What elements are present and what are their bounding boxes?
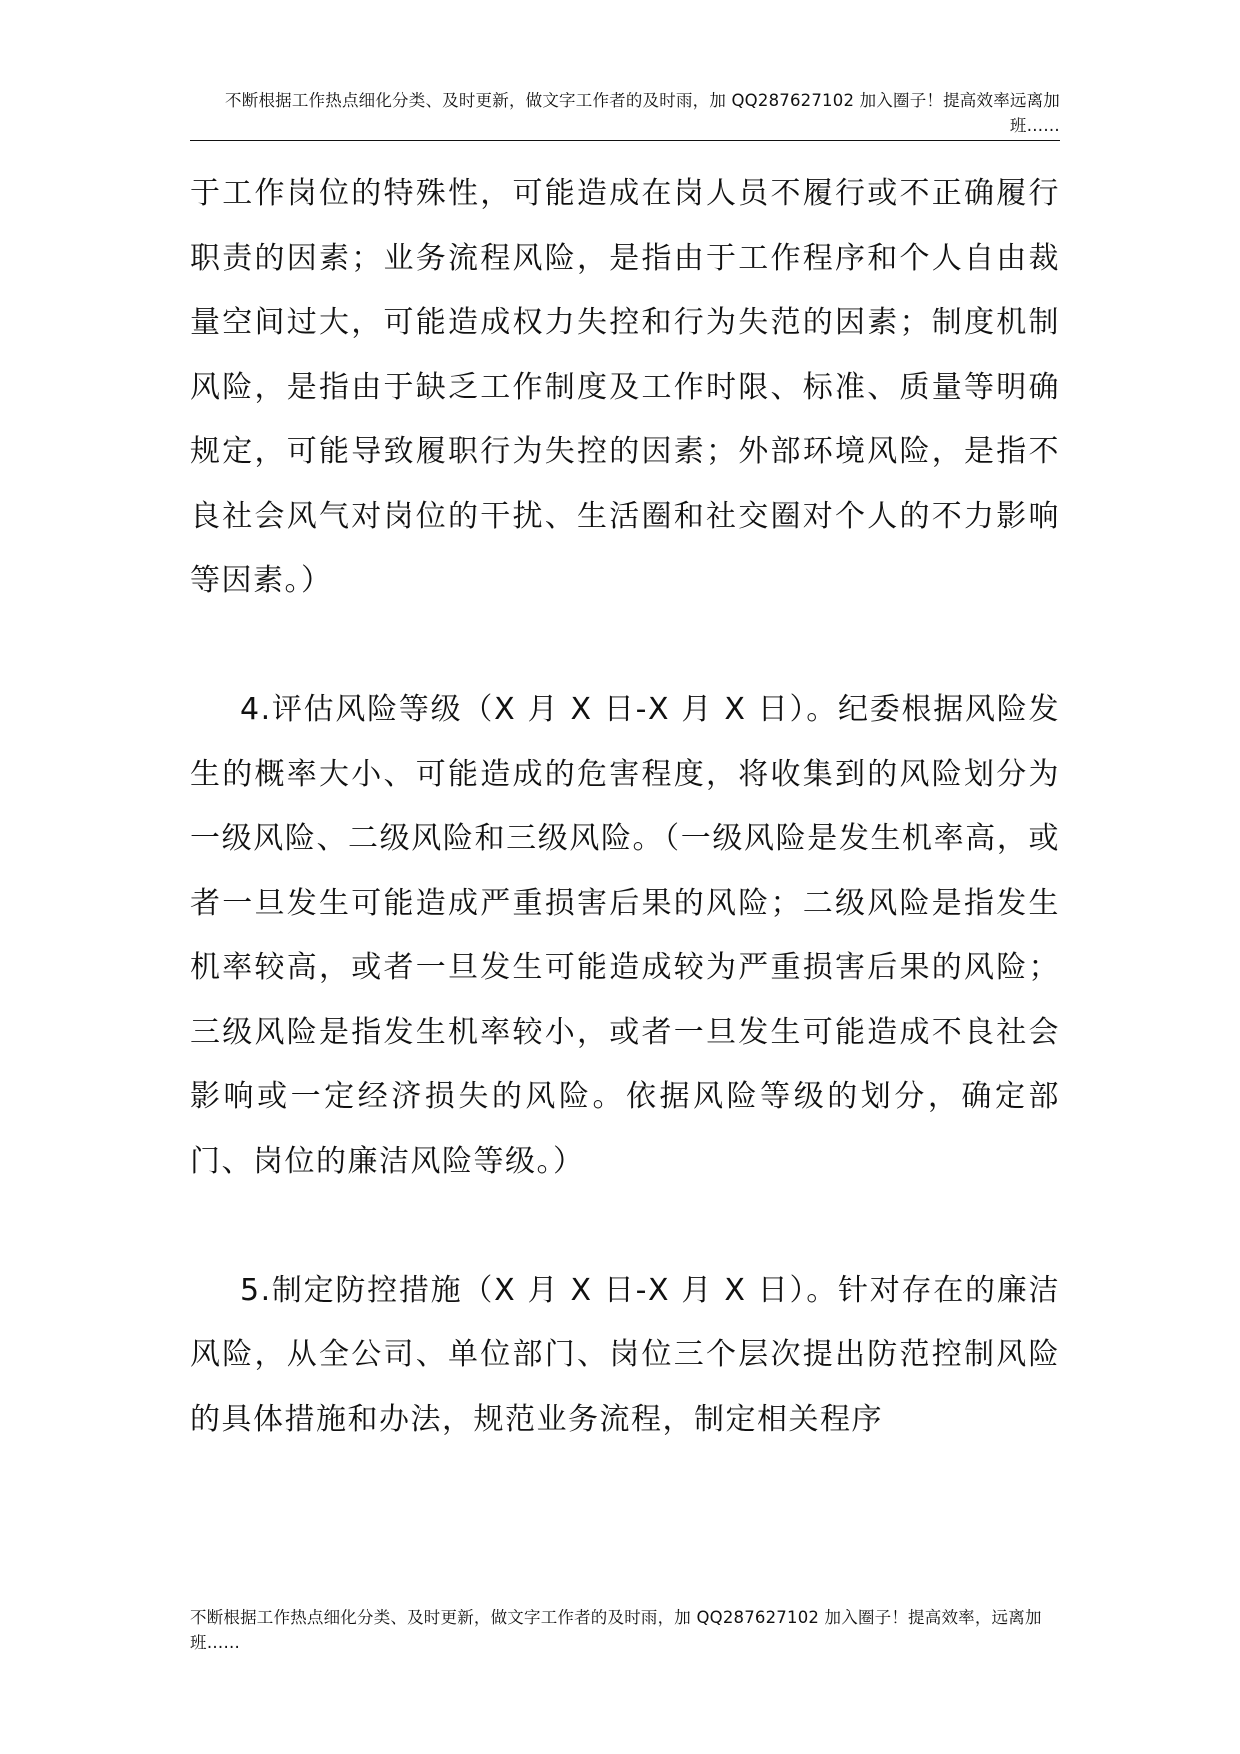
paragraph-prevention-measures: 5.制定防控措施（X 月 X 日-X 月 X 日）。针对存在的廉洁风险，从全公司、单位部门、岗位三个层次提出防范控制风险的具体措施和办法，规范业务流程，制定相关程序 xyxy=(190,1272,1060,1437)
paragraph-risk-assessment: 4.评估风险等级（X 月 X 日-X 月 X 日）。纪委根据风险发生的概率大小、可能造成的危害程度，将收集到的风险划分为一级风险、二级风险和三级风险。（一级风险是发生机率高，或者一旦发生可能造成严重损害后果的风险；二级风险是指发生机率较高，或者一旦发生可能造成较为严重损害后果的风险；三级风险是指发生机率较小，或者一旦发生可能造成不良社会影响或一定经济损失的风险。依据风险等级的划分，确定部门、岗位的廉洁风险等级。） xyxy=(190,692,1060,1179)
header-divider xyxy=(190,140,1060,141)
page-header: 不断根据工作热点细化分类、及时更新，做文字工作者的及时雨，加 QQ287627102 加入圈子！提高效率远离加班…… xyxy=(225,91,1060,135)
document-body xyxy=(190,162,1060,1452)
paragraph-risk-categories: 于工作岗位的特殊性，可能造成在岗人员不履行或不正确履行职责的因素；业务流程风险，是指由于工作程序和个人自由裁量空间过大，可能造成权力失控和行为失范的因素；制度机制风险，是指由于缺乏工作制度及工作时限、标准、质量等明确规定，可能导致履职行为失控的因素；外部环境风险，是指不良社会风气对岗位的干扰、生活圈和社交圈对个人的不力影响等因素。） xyxy=(190,176,1060,598)
page-footer: 不断根据工作热点细化分类、及时更新，做文字工作者的及时雨，加 QQ287627102 加入圈子！提高效率，远离加班…… xyxy=(190,1608,1042,1652)
